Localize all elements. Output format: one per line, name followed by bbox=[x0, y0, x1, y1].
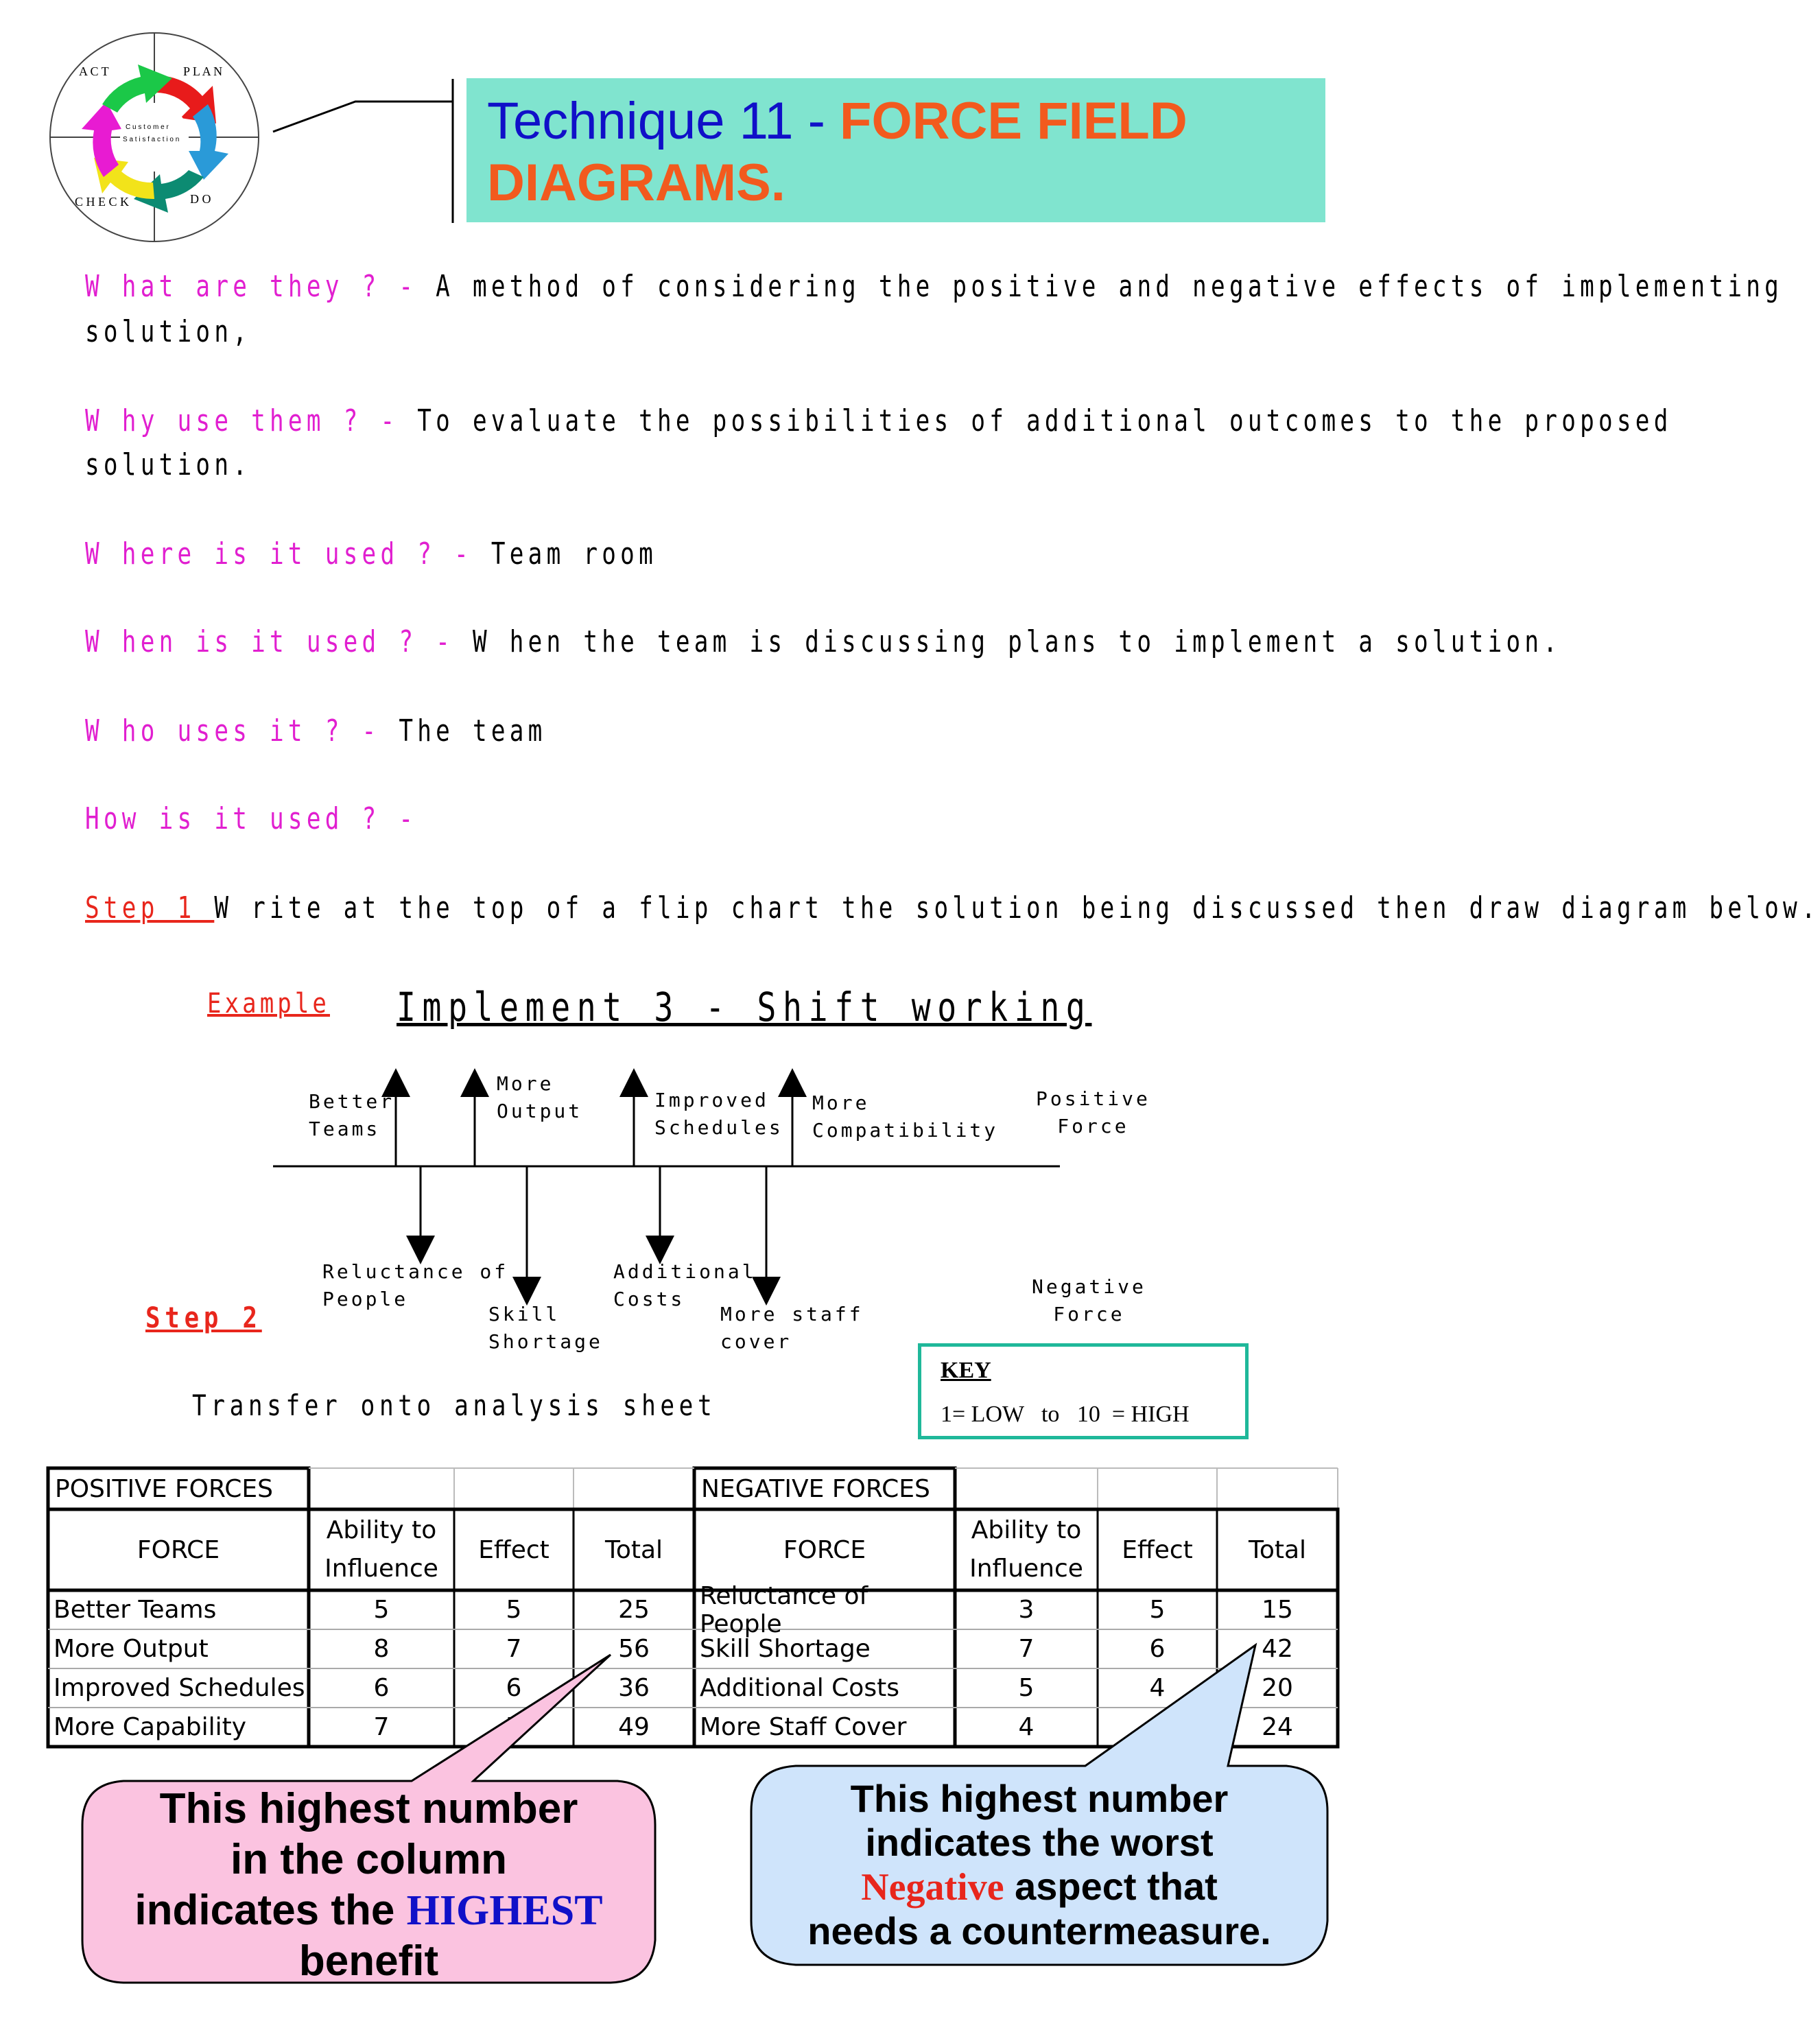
positive-forces-title: POSITIVE FORCES bbox=[55, 1474, 273, 1503]
table-cell-ability: 8 bbox=[373, 1635, 390, 1663]
question-label: W ho uses it ? - bbox=[85, 713, 399, 748]
table-cell-effect: 5 bbox=[1149, 1596, 1166, 1624]
label-line: Additional bbox=[613, 1260, 757, 1283]
table-cell-total: 25 bbox=[618, 1596, 650, 1624]
callout-line: benefit bbox=[298, 1937, 439, 1985]
callout-highlight: HIGHEST bbox=[406, 1887, 603, 1934]
table-cell-total: 15 bbox=[1262, 1596, 1293, 1624]
table-cell-total: 56 bbox=[618, 1635, 650, 1663]
table-cell-force: More Output bbox=[54, 1635, 209, 1663]
question-answer: W hen the team is discussing plans to implement a solution. bbox=[472, 624, 1562, 659]
table-cell-force: Additional Costs bbox=[700, 1674, 899, 1702]
title-prefix: Technique 11 - bbox=[487, 92, 840, 150]
logo-check: C H E C K bbox=[75, 195, 130, 209]
callout-line: indicates the worst bbox=[865, 1821, 1214, 1864]
label-line: Schedules bbox=[654, 1116, 783, 1139]
table-cell-total: 36 bbox=[618, 1674, 650, 1702]
table-cell-ability: 3 bbox=[1018, 1596, 1035, 1624]
table-cell-total: 24 bbox=[1262, 1713, 1293, 1741]
table-cell-effect: 6 bbox=[1149, 1635, 1166, 1663]
table-cell-ability: 4 bbox=[1018, 1713, 1035, 1741]
question-label: W hat are they ? - bbox=[85, 269, 436, 304]
table-cell-force: Skill Shortage bbox=[700, 1635, 871, 1663]
table-cell-ability: 5 bbox=[373, 1596, 390, 1624]
table-cell-total: 20 bbox=[1262, 1674, 1293, 1702]
header-ability-line: Influence bbox=[969, 1555, 1083, 1583]
label-line: Improved bbox=[654, 1089, 769, 1111]
question-answer: A method of considering the positive and negative effects of implementing bbox=[436, 269, 1784, 304]
label-line: Compatibility bbox=[812, 1119, 999, 1142]
label-line: Costs bbox=[613, 1288, 685, 1310]
question-label: W here is it used ? - bbox=[85, 536, 491, 571]
label-line: Negative bbox=[1032, 1275, 1146, 1298]
step2-label: Step 2 bbox=[145, 1301, 262, 1334]
table-cell-force: Reluctance of People bbox=[700, 1581, 868, 1638]
label-line: Force bbox=[1053, 1303, 1125, 1325]
table-cell-force: Improved Schedules bbox=[54, 1674, 305, 1702]
example-label: Example bbox=[207, 988, 330, 1019]
logo-center-line2: S a t i s f a c t i o n bbox=[123, 136, 180, 143]
title-accent: FORCE FIELD bbox=[840, 92, 1187, 150]
question-label: W hy use them ? - bbox=[85, 403, 418, 438]
table-cell-total: 49 bbox=[618, 1713, 650, 1741]
key-text: 1= LOW to 10 = HIGH bbox=[941, 1402, 1190, 1427]
callout-line bbox=[751, 1865, 1327, 1909]
question-why-cont: solution. bbox=[85, 447, 252, 482]
callout-segment: aspect that bbox=[1004, 1865, 1218, 1908]
label-line: Reluctance of bbox=[322, 1260, 509, 1283]
header-effect: Effect bbox=[478, 1535, 549, 1564]
header-ability-line: Ability to bbox=[971, 1516, 1082, 1544]
label-line: Better bbox=[309, 1090, 395, 1113]
header-total: Total bbox=[1248, 1535, 1307, 1564]
callout-line: This highest number bbox=[159, 1785, 578, 1832]
question-answer: Team room bbox=[491, 536, 657, 571]
table-cell-effect: 5 bbox=[506, 1596, 522, 1624]
table-cell-effect: 6 bbox=[506, 1674, 522, 1702]
header-force: FORCE bbox=[137, 1535, 220, 1564]
question-label: W hen is it used ? - bbox=[85, 624, 473, 659]
title-line2: DIAGRAMS. bbox=[487, 154, 785, 212]
label-line: Skill bbox=[488, 1303, 560, 1325]
header-ability-line: Ability to bbox=[326, 1516, 437, 1544]
table-cell-ability: 7 bbox=[1018, 1635, 1035, 1663]
table-cell-total: 42 bbox=[1262, 1635, 1293, 1663]
header-total: Total bbox=[604, 1535, 663, 1564]
label-line: More bbox=[497, 1072, 554, 1095]
label-line: More staff bbox=[720, 1303, 864, 1325]
table-cell-effect: 7 bbox=[506, 1635, 522, 1663]
table-cell-ability: 7 bbox=[373, 1713, 390, 1741]
callout-right-text bbox=[751, 1777, 1327, 1953]
logo-act: A C T bbox=[79, 64, 109, 78]
step1-text: W rite at the top of a flip chart the solution being discussed then draw diagram below. bbox=[214, 890, 1820, 925]
header-effect: Effect bbox=[1122, 1535, 1193, 1564]
example-title: Implement 3 - Shift working bbox=[397, 984, 1092, 1030]
callout-line: This highest number bbox=[850, 1777, 1229, 1820]
key-title: KEY bbox=[941, 1358, 991, 1383]
label-line: People bbox=[322, 1288, 409, 1310]
step1-label: Step 1 bbox=[85, 890, 215, 925]
callout-left-text bbox=[82, 1784, 655, 1987]
header-force: FORCE bbox=[783, 1535, 866, 1564]
question-answer: To evaluate the possibilities of additional outcomes to the proposed bbox=[417, 403, 1673, 438]
callout-line: needs a countermeasure. bbox=[807, 1909, 1271, 1952]
question-what-cont: solution, bbox=[85, 314, 252, 349]
label-line: Force bbox=[1057, 1115, 1129, 1137]
question-answer: The team bbox=[399, 713, 547, 748]
label-line: More bbox=[812, 1091, 870, 1114]
question-label: How is it used ? - bbox=[85, 801, 418, 836]
label-line: Output bbox=[497, 1100, 583, 1122]
table-cell-force: More Capability bbox=[54, 1713, 247, 1741]
label-line: Teams bbox=[309, 1118, 381, 1140]
logo-do: D O bbox=[190, 192, 211, 206]
header-ability-line: Influence bbox=[324, 1555, 438, 1583]
callout-line: in the column bbox=[231, 1836, 507, 1883]
table-cell-force: Better Teams bbox=[54, 1596, 217, 1624]
table-cell-ability: 5 bbox=[1018, 1674, 1035, 1702]
table-cell-effect: 4 bbox=[1149, 1674, 1166, 1702]
table-cell-ability: 6 bbox=[373, 1674, 390, 1702]
callout-highlight: Negative bbox=[861, 1866, 1004, 1909]
negative-forces-title: NEGATIVE FORCES bbox=[701, 1474, 930, 1503]
label-line: Shortage bbox=[488, 1330, 603, 1353]
label-line: Positive bbox=[1036, 1087, 1150, 1110]
logo-center-line1: C u s t o m e r bbox=[126, 123, 169, 131]
callout-segment: indicates the bbox=[134, 1887, 407, 1934]
step2-text: Transfer onto analysis sheet bbox=[192, 1389, 717, 1422]
table-cell-force: More Staff Cover bbox=[700, 1713, 907, 1741]
callout-line bbox=[82, 1885, 655, 1936]
label-line: cover bbox=[720, 1330, 792, 1353]
logo-plan: P L A N bbox=[183, 64, 223, 78]
